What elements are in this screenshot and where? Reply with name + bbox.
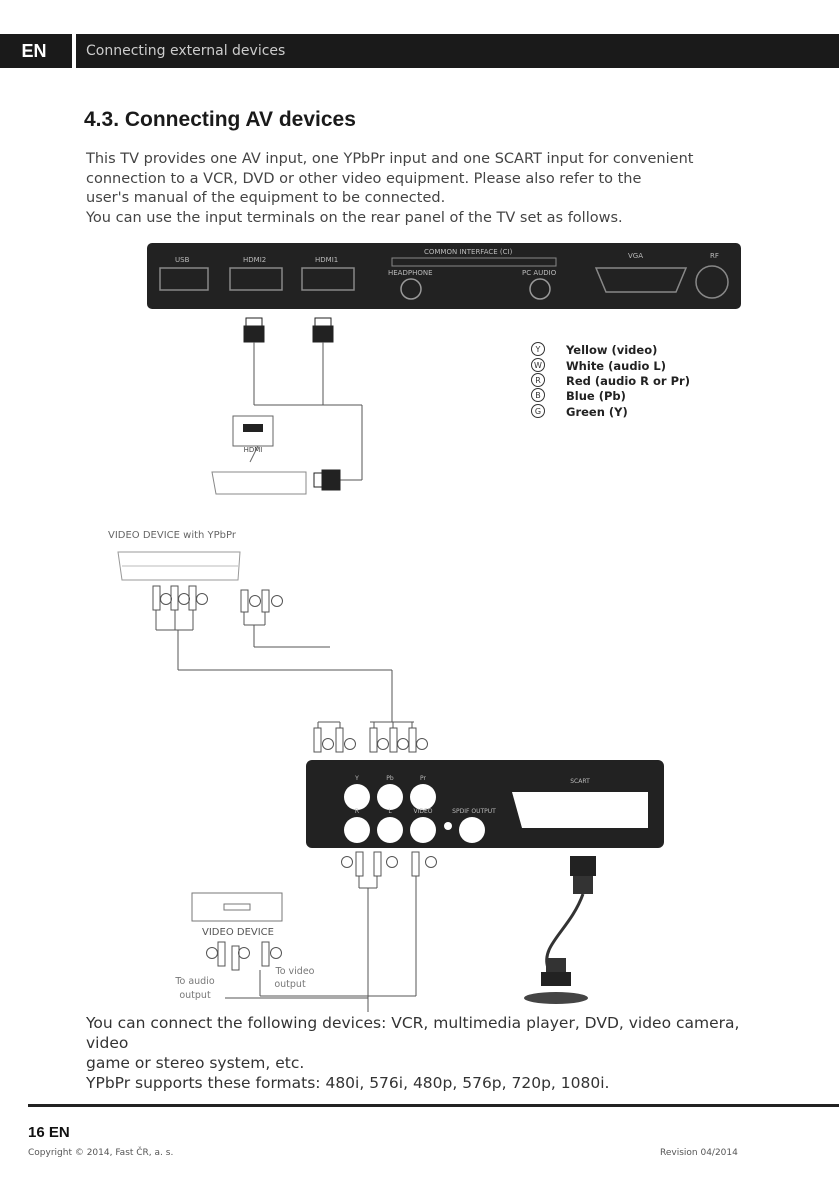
usb-label: USB bbox=[175, 256, 190, 264]
video-device-label: VIDEO DEVICE bbox=[202, 927, 274, 938]
to-video-output-1: To video bbox=[275, 966, 315, 977]
section-title: 4.3. Connecting AV devices bbox=[84, 108, 356, 131]
revision: Revision 04/2014 bbox=[660, 1148, 738, 1158]
spdif-label: SPDIF OUTPUT bbox=[452, 808, 496, 815]
legend-text: Blue (Pb) bbox=[566, 389, 626, 403]
legend-item bbox=[532, 389, 626, 404]
intro-line: user's manual of the equipment to be connected. bbox=[86, 190, 446, 206]
rf-label: RF bbox=[710, 252, 719, 260]
legend-item bbox=[532, 374, 690, 389]
intro-line: connection to a VCR, DVD or other video equipment. Please also refer to the bbox=[86, 170, 642, 187]
hdmi-cables bbox=[244, 318, 362, 490]
tv-rear-panel bbox=[147, 243, 741, 309]
color-legend bbox=[532, 343, 690, 420]
ypbpr-cable-plugs bbox=[153, 586, 392, 722]
intro-line: You can use the input terminals on the rear panel of the TV set as follows. bbox=[86, 209, 623, 226]
l-jack-label: L bbox=[388, 808, 392, 815]
legend-item bbox=[532, 405, 628, 420]
legend-text: Yellow (video) bbox=[566, 343, 658, 357]
to-audio-output-1: To audio bbox=[175, 976, 215, 987]
legend-item bbox=[532, 359, 666, 374]
legend-text: Green (Y) bbox=[566, 405, 628, 419]
outro-paragraph bbox=[86, 1013, 786, 1093]
to-video-output-2: output bbox=[274, 979, 306, 990]
legend-letter: R bbox=[535, 376, 541, 385]
outro-line: You can connect the following devices: VCR, multimedia player, DVD, video camera, video bbox=[86, 1014, 740, 1052]
footer-rule bbox=[28, 1104, 839, 1107]
page-number: 16 EN bbox=[28, 1124, 70, 1141]
pr-jack-label: Pr bbox=[420, 775, 426, 782]
ypbpr-device-label: VIDEO DEVICE with YPbPr bbox=[108, 530, 236, 541]
outro-line: game or stereo system, etc. bbox=[86, 1054, 305, 1072]
legend-item bbox=[532, 343, 658, 358]
header-title: Connecting external devices bbox=[86, 43, 286, 59]
video-jack-label: VIDEO bbox=[413, 808, 433, 815]
hdmi-device-label: HDMI bbox=[243, 446, 263, 454]
scart-cable bbox=[524, 856, 596, 1004]
ypbpr-video-device bbox=[108, 530, 240, 580]
copyright: Copyright © 2014, Fast ČR, a. s. bbox=[28, 1148, 174, 1158]
pc-audio-label: PC AUDIO bbox=[522, 269, 557, 277]
hdmi-source-device bbox=[212, 416, 306, 494]
y-jack-label: Y bbox=[355, 775, 359, 782]
legend-letter: W bbox=[534, 361, 542, 370]
vga-label: VGA bbox=[628, 252, 644, 260]
legend-letter: B bbox=[535, 391, 541, 400]
intro-line: This TV provides one AV input, one YPbPr input and one SCART input for convenient bbox=[86, 151, 694, 167]
legend-letter: Y bbox=[535, 345, 541, 354]
to-audio-output-2: output bbox=[179, 990, 211, 1001]
headphone-label: HEADPHONE bbox=[388, 269, 433, 277]
hdmi2-label: HDMI2 bbox=[243, 256, 267, 264]
av-input-plugs bbox=[314, 722, 428, 752]
av-rear-panel bbox=[306, 760, 664, 848]
legend-letter: G bbox=[534, 407, 542, 416]
hdmi1-label: HDMI1 bbox=[315, 256, 339, 264]
language-badge: EN bbox=[0, 34, 68, 68]
legend-text: Red (audio R or Pr) bbox=[566, 374, 690, 388]
ci-label: COMMON INTERFACE (CI) bbox=[424, 248, 513, 256]
scart-label: SCART bbox=[570, 778, 590, 785]
r-jack-label: R bbox=[354, 808, 360, 815]
outro-line: YPbPr supports these formats: 480i, 576i, 480p, 576p, 720p, 1080i. bbox=[86, 1074, 610, 1092]
legend-text: White (audio L) bbox=[566, 359, 666, 373]
video-device bbox=[174, 893, 314, 1001]
pb-jack-label: Pb bbox=[386, 775, 394, 782]
